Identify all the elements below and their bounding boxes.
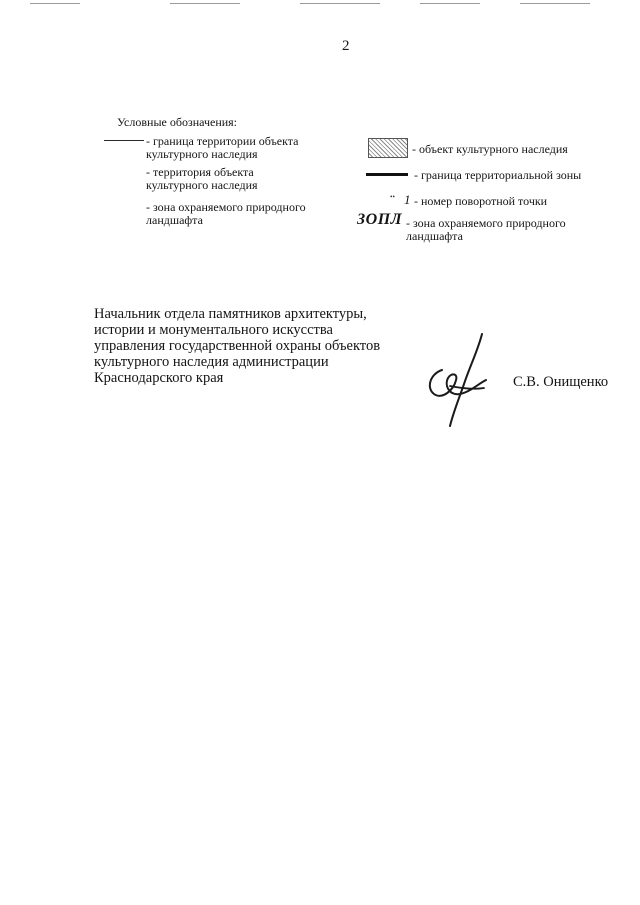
legend-item-line: - объект культурного наследия (412, 142, 568, 156)
signer-position-line: истории и монументального искусства (94, 322, 333, 338)
legend-item-territorial-zone-boundary (414, 169, 581, 182)
legend-point-number-symbol: 1 (404, 192, 411, 207)
legend-item-line: - территория объекта (146, 165, 254, 179)
signer-position-line: культурного наследия администрации (94, 354, 329, 370)
legend-hatched-box-symbol (368, 138, 408, 158)
scan-edge-mark (30, 3, 80, 4)
scan-edge-mark (170, 3, 240, 4)
legend-item-line: - граница территории объекта (146, 134, 299, 148)
legend-item-line: культурного наследия (146, 178, 258, 192)
legend-item-line: ландшафта (406, 229, 463, 243)
legend-item-object-territory-boundary (146, 135, 298, 161)
page-number: 2 (342, 38, 350, 54)
signer-position-line: Краснодарского края (94, 370, 224, 386)
signer-position-line: управления государственной охраны объектов (94, 338, 381, 354)
legend-item-line: - номер поворотной точки (414, 194, 548, 208)
legend-item-turning-point-number (414, 195, 547, 208)
legend-title: Условные обозначения: (117, 115, 238, 129)
legend-item-line: - зона охраняемого природного (146, 200, 306, 214)
legend-item-object-territory (146, 166, 258, 192)
signer-position (94, 306, 380, 386)
legend-item-line: - граница территориальной зоны (414, 168, 582, 182)
point-marker-dot: •• (390, 193, 395, 201)
handwritten-signature (420, 330, 510, 430)
legend-item-heritage-object (412, 143, 568, 156)
legend-item-line: ландшафта (146, 213, 203, 227)
legend-item-line: культурного наследия (146, 147, 258, 161)
legend-thin-line-symbol (104, 140, 144, 141)
legend-item-line: - зона охраняемого природного (406, 216, 566, 230)
signer-position-line: Начальник отдела памятников архитектуры, (94, 306, 367, 322)
legend-thick-line-symbol (366, 173, 408, 176)
legend-item-protected-landscape (146, 201, 306, 227)
scan-edge-mark (520, 3, 590, 4)
legend-item-zopl (406, 217, 566, 243)
legend-zopl-symbol: ЗОПЛ (357, 211, 403, 228)
scan-edge-mark (420, 3, 480, 4)
scan-edge-mark (300, 3, 380, 4)
signer-name: С.В. Онищенко (513, 374, 609, 390)
